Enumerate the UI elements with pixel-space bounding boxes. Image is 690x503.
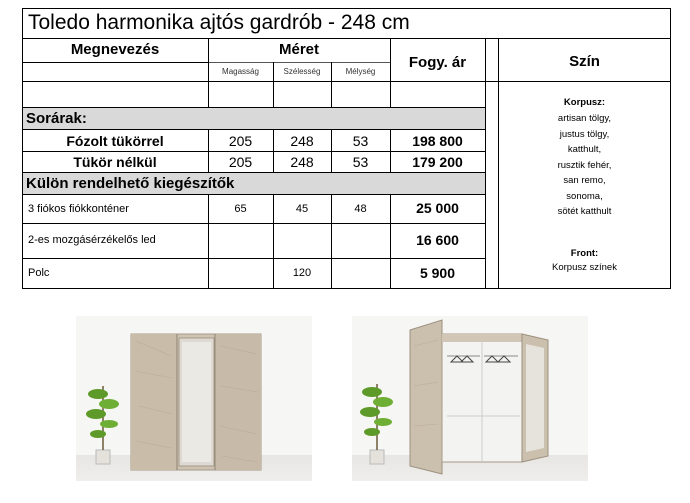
row-height: 205 (228, 154, 253, 170)
extra-width: 120 (292, 267, 312, 279)
header-width: Szélesség (283, 67, 321, 76)
section-extras: Külön rendelhető kiegészítők (26, 175, 235, 192)
extra-name: 2-es mozgásérzékelős led (28, 234, 156, 246)
korpusz-option: san remo, (563, 175, 606, 186)
korpusz-option: katthult, (567, 144, 602, 155)
korpusz-option: sonoma, (566, 190, 603, 202)
row-height: 205 (228, 133, 253, 149)
header-depth: Mélység (345, 67, 376, 76)
plant-icon (360, 384, 393, 464)
korpusz-label: Korpusz: (563, 97, 606, 108)
row-price: 179 200 (412, 154, 463, 170)
row-name: Fózolt tükörrel (66, 133, 164, 149)
row-name: Tükör nélkül (73, 154, 157, 170)
header-size: Méret (278, 41, 319, 58)
extra-price: 16 600 (416, 232, 459, 248)
korpusz-option: sötét katthult (557, 206, 612, 217)
header-price: Fogy. ár (408, 54, 467, 71)
extra-price: 25 000 (416, 200, 459, 216)
section-prices: Sorárak: (26, 110, 87, 127)
price-table (22, 8, 671, 289)
row-depth: 53 (352, 133, 369, 149)
product-photo-open (352, 316, 588, 481)
korpusz-option: justus tölgy, (559, 128, 610, 140)
wardrobe-open-illustration (352, 316, 588, 481)
extra-name: Polc (28, 267, 50, 279)
extra-height: 65 (234, 203, 247, 215)
page-title: Toledo harmonika ajtós gardrób - 248 cm (28, 11, 410, 34)
front-value: Korpusz színek (552, 262, 617, 273)
header-color: Szín (569, 53, 600, 70)
korpusz-option: artisan tölgy, (557, 113, 612, 124)
wardrobe-closed-illustration (76, 316, 312, 481)
korpusz-options (498, 111, 671, 220)
extra-depth: 48 (354, 203, 367, 215)
row-width: 248 (290, 154, 314, 170)
front-label: Front: (570, 248, 599, 259)
header-name: Megnevezés (70, 41, 160, 58)
row-price: 198 800 (412, 133, 463, 149)
extra-width: 45 (295, 203, 309, 215)
product-photo-closed (76, 316, 312, 481)
row-depth: 53 (352, 154, 369, 170)
korpusz-option: rusztik fehér, (557, 159, 612, 171)
section-bg-prices (22, 107, 485, 129)
row-width: 248 (290, 133, 314, 149)
header-height: Magasság (222, 67, 259, 76)
extra-price: 5 900 (419, 265, 456, 281)
extra-name: 3 fiókos fiókkonténer (28, 203, 129, 215)
plant-icon (86, 386, 119, 464)
